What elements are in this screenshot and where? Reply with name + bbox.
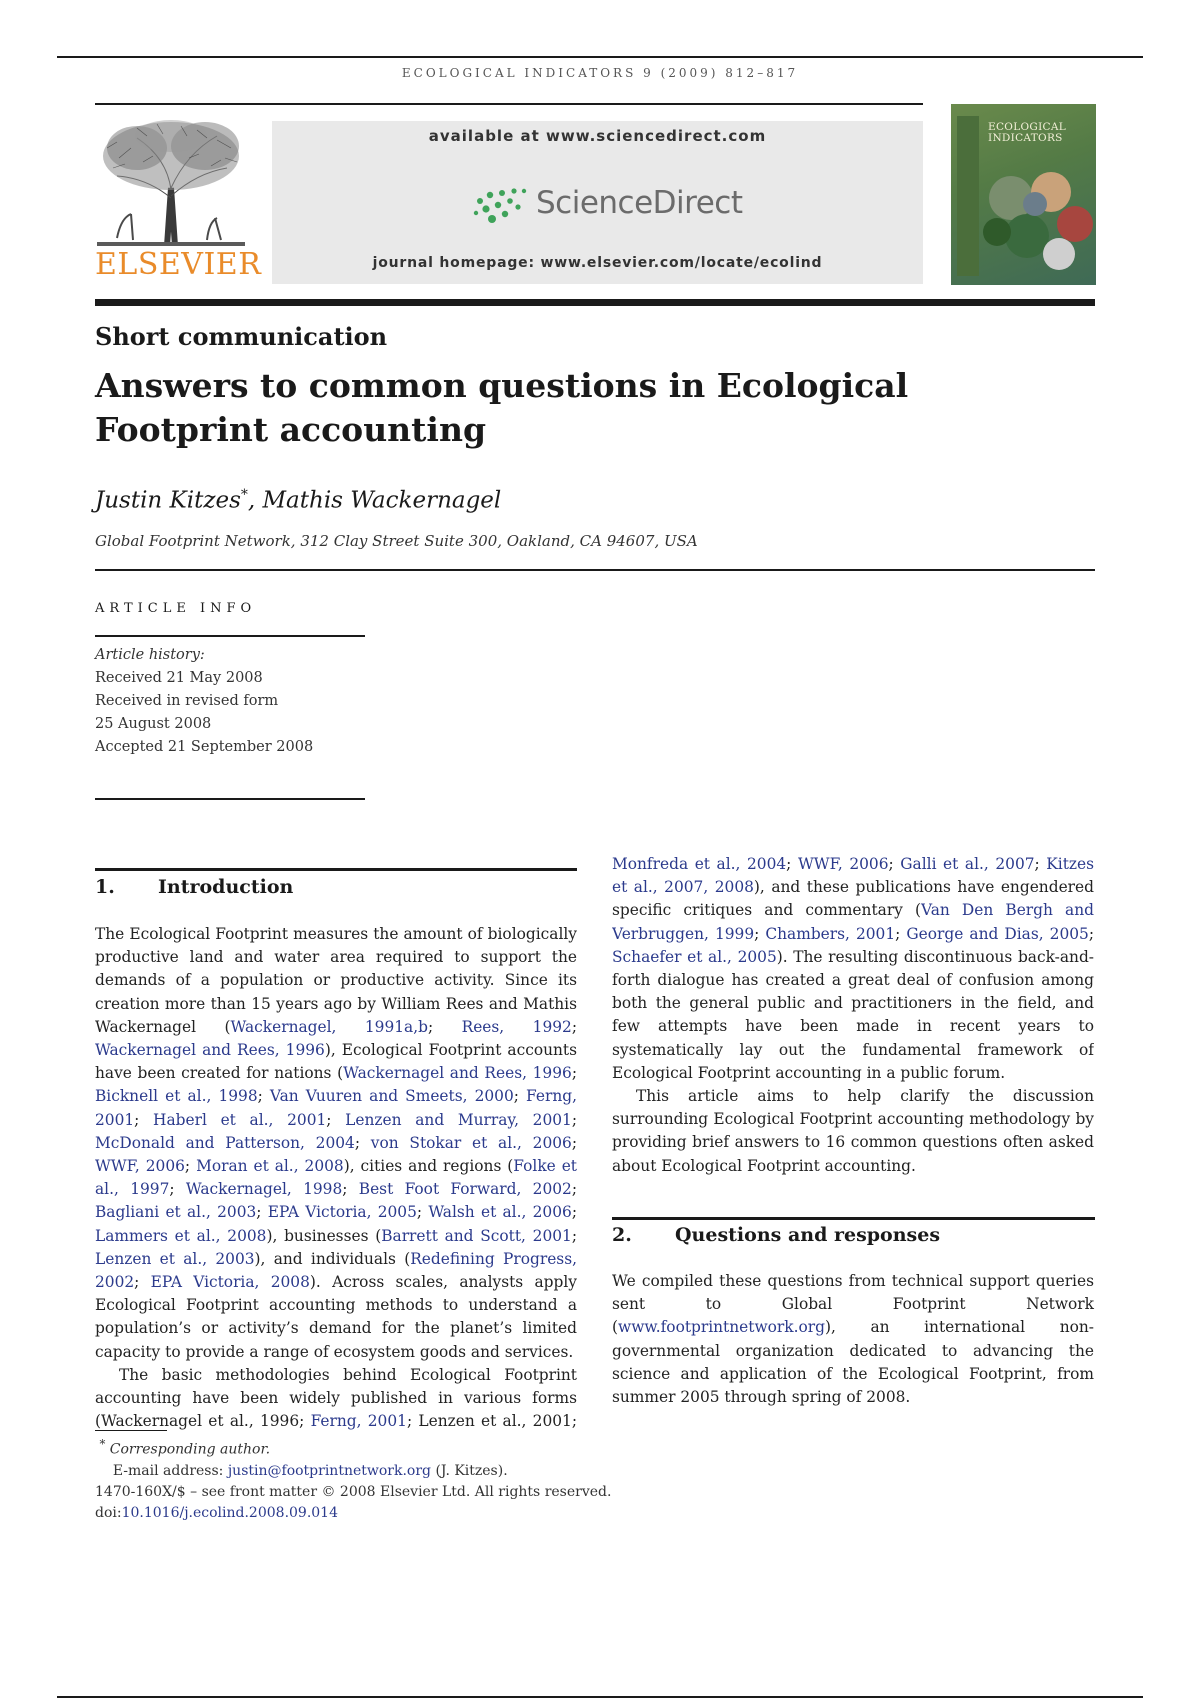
author-affiliation: Global Footprint Network, 312 Clay Street Suite 300, Oakland, CA 94607, USA (95, 532, 698, 550)
citation-link[interactable]: Rees, 1992 (461, 1017, 572, 1036)
paragraph-text: ; (1088, 924, 1094, 943)
paragraph-text: ; (571, 1064, 577, 1083)
paragraph-text: ), Ecological Footprint accounts have been created for nations ( (95, 1041, 578, 1083)
citation-link[interactable]: Best Foot Forward, 2002 (358, 1180, 572, 1199)
citation-link[interactable]: Haberl et al., 2001 (153, 1110, 327, 1129)
paragraph-text: ; (427, 1017, 462, 1036)
corresponding-author-note (95, 1434, 611, 1461)
paragraph-text: The basic methodologies behind Ecological Footprint accounting have been widely published in various forms (Wackernagel et al., 1996; (95, 1365, 577, 1431)
citation-link[interactable]: Monfreda et al., 2004 (612, 855, 787, 874)
sciencedirect-dots-icon (472, 187, 528, 227)
paragraph-text: ; (1034, 855, 1047, 874)
paragraph-text: The Ecological Footprint measures the amount of biologically productive land and water area required to support the demands of a population or productive activity. Since its creation more than 15 years ago by William Rees and Mathis Wackernagel ( (95, 925, 577, 1036)
paragraph-text: ; (256, 1203, 268, 1222)
paragraph-text: ; (134, 1110, 154, 1129)
qr-body (612, 1270, 1094, 1409)
citation-link[interactable]: McDonald and Patterson, 2004 (95, 1133, 355, 1152)
paragraph-text: ; (888, 855, 901, 874)
history-revised: Received in revised form (95, 693, 279, 709)
email-line (95, 1461, 611, 1482)
cover-spine-strip (957, 116, 979, 276)
paragraph-text: ), and individuals ( (254, 1249, 411, 1268)
paragraph-text: ; (571, 1133, 578, 1152)
citation-link[interactable]: George and Dias, 2005 (906, 924, 1089, 943)
running-head: ECOLOGICAL INDICATORS 9 (2009) 812–817 (401, 66, 799, 80)
paragraph-text: ), cities and regions ( (343, 1157, 514, 1176)
paragraph-text: ; (513, 1087, 527, 1106)
intro-paragraph-2 (95, 1364, 577, 1434)
elsevier-wordmark: ELSEVIER (95, 247, 262, 282)
paragraph-text: ; (257, 1087, 270, 1106)
history-revised-date: 25 August 2008 (95, 716, 212, 732)
banner-top-rule (95, 103, 923, 105)
citation-link[interactable]: Van Den Bergh and Verbruggen, 1999 (612, 901, 1094, 943)
citation-link[interactable]: Redefining Progress, 2002 (95, 1249, 578, 1292)
citation-link[interactable]: Moran et al., 2008 (196, 1157, 344, 1176)
citation-link[interactable]: von Stokar et al., 2006 (370, 1133, 572, 1152)
paragraph-text: ; (754, 924, 766, 943)
paragraph-text: ; (416, 1203, 429, 1222)
paragraph-text: ; (571, 1110, 578, 1129)
citation-link[interactable]: www.footprintnetwork.org (618, 1318, 825, 1337)
paragraph-text: ; (326, 1110, 346, 1129)
history-accepted: Accepted 21 September 2008 (95, 739, 314, 755)
paragraph-text: ; (354, 1133, 371, 1152)
qr-number: 2. (612, 1224, 632, 1246)
citation-link[interactable]: Ferng, 2001 (95, 1087, 577, 1129)
citation-link[interactable]: Wackernagel, 1991a,b (230, 1017, 428, 1036)
paragraph-text: ; (184, 1157, 197, 1176)
paragraph-text: ). The resulting discontinuous back-and-forth dialogue has created a great deal of confusion among both the general public and practitioners in the field, and few attempts have been made in recent years to systematically lay out the fundamental framework of Ecological Footprint accounting in a public forum. (612, 947, 1094, 1082)
citation-link[interactable]: Kitzes et al., 2007, 2008 (612, 855, 1094, 897)
paragraph-text: ), and these publications have engendered specific critiques and commentary ( (612, 878, 1094, 920)
cover-title: ECOLOGICAL INDICATORS (988, 121, 1067, 144)
left-column (95, 923, 577, 1434)
rights-line: 1470-160X/$ – see front matter © 2008 Elsevier Ltd. All rights reserved. (95, 1483, 612, 1500)
sciencedirect-logo (272, 185, 923, 229)
author-kitzes[interactable]: Justin Kitzes (95, 487, 241, 514)
intro-paragraph-1 (95, 923, 577, 1364)
citation-link[interactable]: Folke et al., 1997 (95, 1157, 577, 1199)
author-wackernagel[interactable]: , Mathis Wackernagel (247, 487, 502, 514)
footnote-rule (95, 1430, 167, 1431)
journal-cover (951, 104, 1096, 285)
citation-link[interactable]: Galli et al., 2007 (900, 855, 1035, 874)
paragraph-text: ), an international non-governmental organization dedicated to advancing the science and application of the Ecological Footprint, from summer 2005 through spring of 2008. (612, 1318, 1094, 1407)
article-info-heading: ARTICLE INFO (95, 601, 257, 616)
intro-heading (95, 876, 293, 898)
citation-link[interactable]: Van Vuuren and Smeets, 2000 (269, 1087, 514, 1106)
qr-title: Questions and responses (675, 1224, 941, 1246)
paragraph-text: ; (571, 1017, 578, 1036)
paragraph-text: ; Lenzen et al., 2001; (406, 1412, 577, 1431)
available-at-text[interactable]: available at www.sciencedirect.com (428, 127, 767, 145)
citation-link[interactable]: Bagliani et al., 2003 (95, 1203, 257, 1222)
footnote-mark: * (99, 1437, 106, 1451)
paragraph-text: ; (342, 1180, 359, 1199)
article-info-rule-top (95, 635, 365, 637)
citation-link[interactable]: Barrett and Scott, 2001 (381, 1226, 572, 1245)
email-label: E-mail address: (112, 1462, 228, 1479)
paragraph-text: ; (571, 1226, 578, 1245)
email-link[interactable]: justin@footprintnetwork.org (227, 1462, 431, 1479)
email-tail: (J. Kitzes). (431, 1462, 508, 1479)
article-title: Answers to common questions in Ecological Footprint accounting (95, 366, 909, 449)
sciencedirect-banner (272, 121, 923, 284)
citation-link[interactable]: Lenzen et al., 2003 (95, 1249, 255, 1268)
doi-line (95, 1503, 611, 1524)
qr-heading (612, 1224, 940, 1246)
paragraph-text: ), businesses ( (266, 1226, 382, 1245)
qr-heading-rule (612, 1217, 1095, 1220)
sciencedirect-wordmark: ScienceDirect (536, 185, 743, 221)
citation-link[interactable]: Wackernagel and Rees, 1996 (343, 1064, 572, 1083)
elsevier-logo (95, 118, 262, 288)
paragraph-text: ). Across scales, analysts apply Ecological Footprint accounting methods to understand a population’s or activity’s demand for the planet’s limited capacity to provide a range of ecosystem goods and services. (95, 1273, 577, 1361)
paragraph-text: ; (571, 1203, 577, 1222)
citation-link[interactable]: Wackernagel and Rees, 1996 (95, 1041, 325, 1060)
history-received: Received 21 May 2008 (95, 670, 263, 686)
citation-link[interactable]: Lenzen and Murray, 2001 (345, 1110, 572, 1129)
intro-heading-rule (95, 868, 577, 871)
citation-link[interactable]: EPA Victoria, 2008 (150, 1273, 310, 1292)
paragraph-text: ; (786, 855, 798, 874)
doi-link[interactable]: 10.1016/j.ecolind.2008.09.014 (121, 1504, 338, 1521)
bottom-page-rule (57, 1696, 1143, 1698)
intro-paragraph-3: This article aims to help clarify the discussion surrounding Ecological Footprint accounting methodology by providing brief answers to 16 common questions often asked about Ecological Footprint accounting. (612, 1087, 1094, 1175)
intro-number: 1. (95, 876, 115, 898)
citation-link[interactable]: Wackernagel, 1998 (185, 1180, 343, 1199)
article-type: Short communication (95, 322, 388, 351)
citation-link[interactable]: Schaefer et al., 2005 (612, 947, 777, 966)
footnote (95, 1434, 611, 1524)
paragraph-text: We compiled these questions from technical support queries sent to Global Footprint Network ( (612, 1272, 1094, 1337)
intro-title: Introduction (158, 876, 294, 898)
history-label: Article history: (95, 647, 205, 663)
citation-link[interactable]: Bicknell et al., 1998 (95, 1087, 258, 1106)
citation-link[interactable]: Walsh et al., 2006 (428, 1203, 572, 1222)
corresponding-author-text: Corresponding author. (109, 1441, 271, 1458)
banner-bottom-thick-rule (95, 299, 1095, 306)
paragraph-text: ; (134, 1273, 151, 1292)
citation-link[interactable]: WWF, 2006 (797, 855, 889, 874)
elsevier-tree-icon (97, 118, 245, 246)
doi-label: doi: (95, 1504, 122, 1521)
article-authors (95, 487, 501, 514)
paragraph-text: ; (169, 1180, 186, 1199)
article-info-rule-bottom (95, 798, 365, 800)
citation-link[interactable]: Lammers et al., 2008 (95, 1226, 267, 1245)
journal-homepage-text[interactable]: journal homepage: www.elsevier.com/locate/ecolind (372, 255, 823, 271)
cover-photo-collage-icon (977, 162, 1095, 272)
intro-paragraph-2-continued (612, 853, 1094, 1085)
right-column (612, 853, 1094, 1178)
top-page-rule (57, 56, 1143, 58)
affiliation-rule (95, 569, 1095, 571)
citation-link[interactable]: Ferng, 2001 (310, 1412, 407, 1431)
citation-link[interactable]: Chambers, 2001 (765, 924, 896, 943)
paragraph-text: ; (571, 1180, 578, 1199)
corresponding-author-mark[interactable]: * (240, 487, 248, 503)
citation-link[interactable]: WWF, 2006 (95, 1157, 185, 1176)
qr-paragraph-1 (612, 1270, 1094, 1409)
article-history (95, 644, 313, 759)
paragraph-text: ; (895, 924, 907, 943)
citation-link[interactable]: EPA Victoria, 2005 (267, 1203, 417, 1222)
